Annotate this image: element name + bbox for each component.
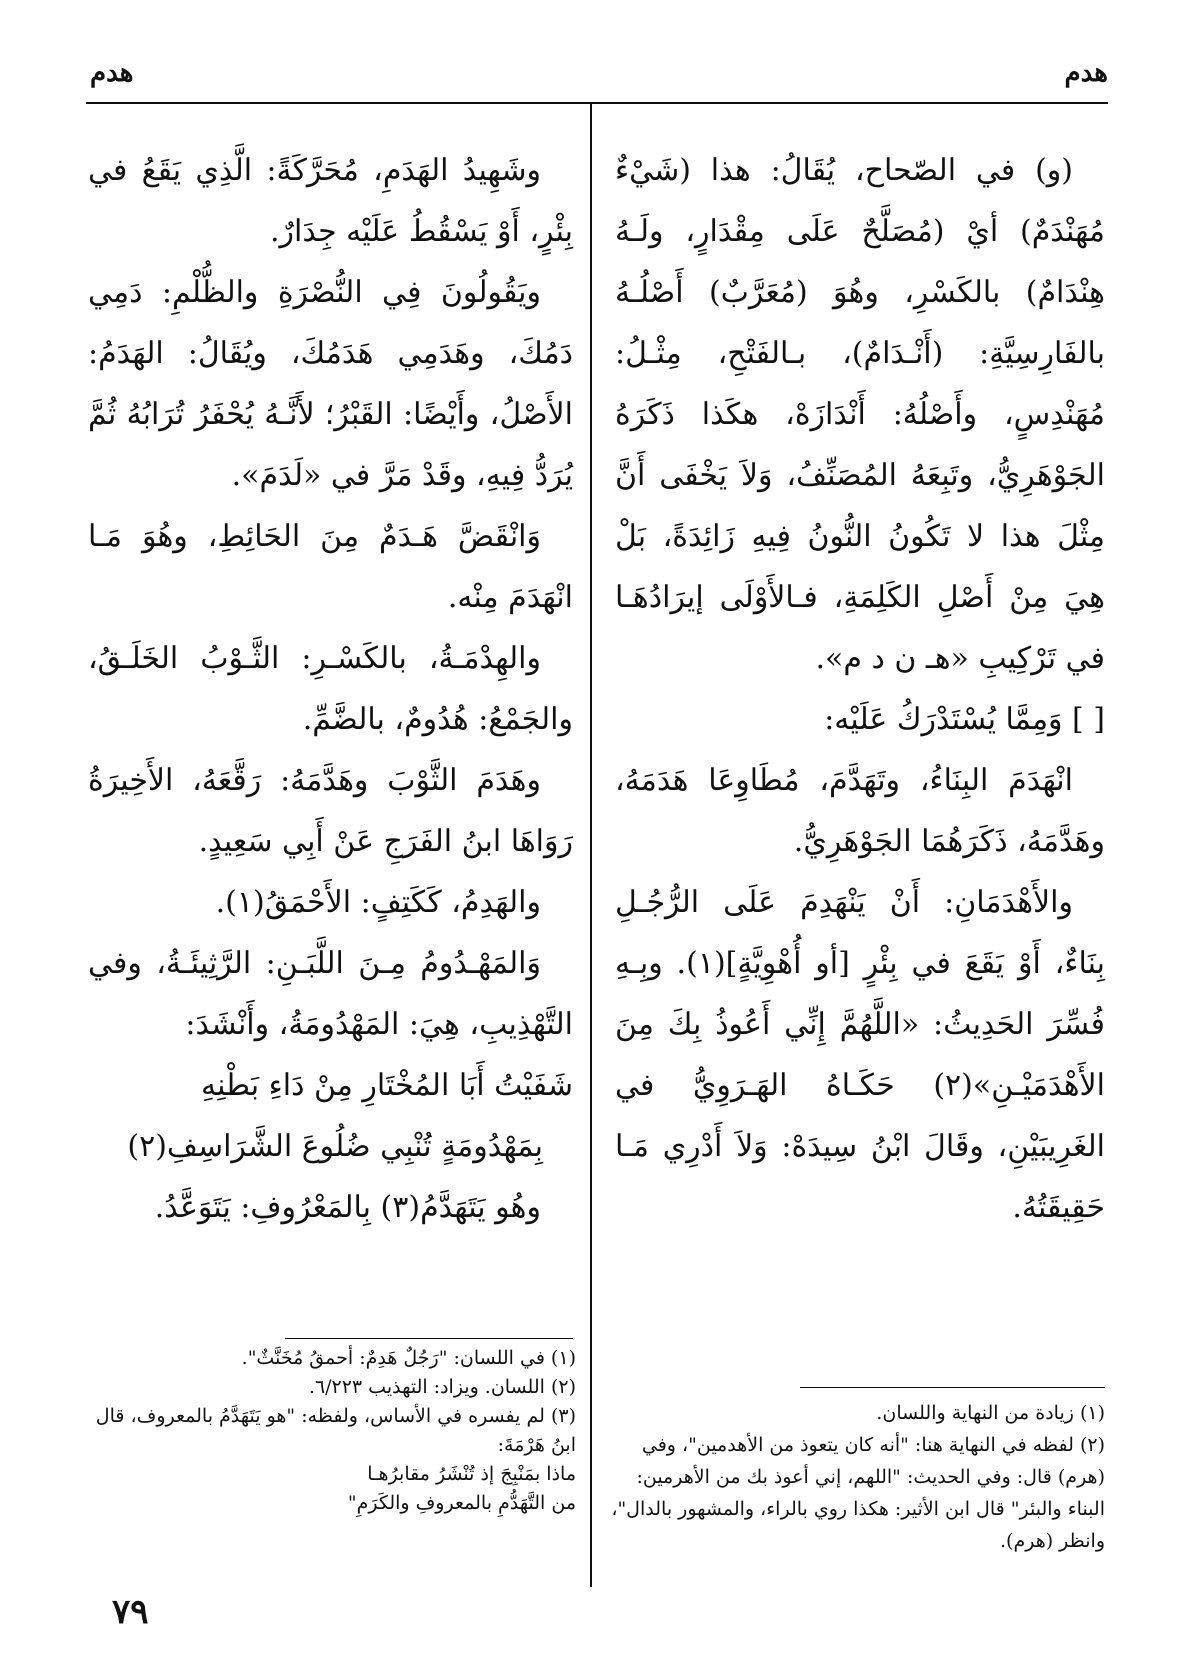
footnote: (١) زيادة من النهاية واللسان. xyxy=(876,1402,1105,1424)
left-paragraph: والهِدْمَـةُ، بالكَسْـرِ: الثَّـوْبُ الخَلَـقُ، والجَمْعُ: هُدُومٌ، بالضَّمِّ. xyxy=(88,641,573,737)
left-footnotes xyxy=(88,1344,576,1518)
right-footnote-rule xyxy=(800,1387,1105,1388)
left-paragraph: وشَهِيدُ الهَدَمِ، مُحَرَّكَةً: الَّذِي يَقَعُ في بِئْرٍ، أَوْ يَسْقُطُ عَلَيْه جِدَارٌ. xyxy=(88,153,573,249)
column-divider xyxy=(590,102,592,1587)
footnote: (٢) اللسان. ويزاد: التهذيب ٦/٢٢٣. xyxy=(308,1376,576,1398)
footnote: (١) في اللسان: "رَجُلٌ هَدِمٌ: أحمقُ مُخَنَّثٌ". xyxy=(241,1347,576,1369)
right-paragraph: انْهَدَمَ البِنَاءُ، وتَهَدَّمَ، مُطَاوِعَا هَدَمَهُ، وهَدَّمَهُ، ذَكَرَهُمَا الجَوْهَرِيُّ. xyxy=(615,763,1105,859)
right-paragraph: [ ] وَمِمَّا يُسْتَدْرَكُ عَلَيْه: xyxy=(824,702,1105,737)
left-paragraph: وهَدَمَ الثَّوْبَ وهَدَّمَهُ: رَقَّعَهُ، الأَخِيرَةُ رَوَاهَا ابنُ الفَرَجِ عَنْ أَبِي سَعِيدٍ. xyxy=(88,763,573,859)
right-column xyxy=(615,140,1105,1238)
header-right-title: هدم xyxy=(1064,58,1108,88)
left-paragraph: ويَقُولُونَ فِي النُّصْرَةِ والظُّلْمِ: دَمِي دَمُكَ، وهَدَمِي هَدَمُكَ، ويُقَالُ: الهَدَمُ: الأَصْلُ، وأَيْضًا: القَبْرُ؛ لأَنَّـهُ يُحْفَرُ تُرَابُهُ ثُمَّ يُرَدُّ فِيهِ، وقَدْ مَرَّ في «لَدَمَ». xyxy=(88,275,573,493)
footnote: (٣) لم يفسره في الأساس، ولفظه: "هو يَتَهَدَّمُ بالمعروف، قال ابنُ هَرْمَةَ: xyxy=(95,1405,576,1456)
page-number: ٧٩ xyxy=(112,1592,149,1632)
right-footnotes xyxy=(600,1397,1105,1557)
left-footnote-rule xyxy=(285,1338,573,1339)
header-left-title: هدم xyxy=(90,58,134,88)
footnote: (٢) لفظه في النهاية هنا: "أنه كان يتعوذ من الأهدمين"، وفي (هرم) قال: وفي الحديث: "اللهم، إني أعوذ بك من الأهرمين: البناء والبئر" قال ابن الأثير: هكذا روي بالراء، والمشهور بالدال"، وانظر (هرم). xyxy=(611,1434,1105,1552)
poem-verse-first: شَفَيْتُ أَبَا المُخْتَارِ مِنْ دَاءِ بَطْنِهِ xyxy=(201,1068,573,1103)
footnote-verse: ماذا بمَنْبِجَ إذ تُنْشَرُ مقابرُهـا xyxy=(367,1463,576,1485)
right-paragraph: والأَهْدَمَانِ: أَنْ يَنْهَدِمَ عَلَى الرُّجُـلِ بِنَاءٌ، أَوْ يَقَعَ في بِئْرٍ [أو أُهْوِيَّةٍ](١). وبِـهِ فُسِّرَ الحَدِيثُ: «اللَّهُمَّ إِنِّي أَعُوذُ بِكَ مِنَ الأَهْدَمَيْـنِ»(٢) حَكَـاهُ الهَـرَوِيُّ في الغَرِيبَيْنِ، وقَالَ ابْنُ سِيدَهْ: وَلاَ أَدْرِي مَـا حَقِيقَتُهُ. xyxy=(615,885,1105,1225)
header-rule xyxy=(86,102,1108,104)
left-paragraph: وهُو يَتَهَدَّمُ(٣) بِالمَعْرُوفِ: يَتَوَعَّدُ. xyxy=(154,1190,541,1225)
left-column xyxy=(88,140,573,1238)
poem-verse-second: بِمَهْدُومَةٍ تُنْبِي ضُلُوعَ الشَّرَاسِفِ(٢) xyxy=(127,1129,543,1164)
footnote-verse: من التَّهَدُّمِ بالمعروفِ والكَرَمِ" xyxy=(347,1492,576,1514)
left-paragraph: وَالمَهْـدُومُ مِـنَ اللَّبَـنِ: الرَّثِيئَـةُ، وفي التَّهْذِيبِ، هِيَ: المَهْدُومَةُ، وأَنْشَدَ: xyxy=(88,946,573,1042)
left-paragraph: وَانْقَضَّ هَـدَمٌ مِنَ الحَائِطِ، وهُوَ مَـا انْهَدَمَ مِنْه. xyxy=(88,519,573,615)
left-paragraph: والهَدِمُ، كَكَتِفٍ: الأَحْمَقُ(١). xyxy=(215,885,541,920)
right-paragraph: (و) في الصّحاح، يُقَالُ: هذا (شَيْءٌ مُهَنْدَمٌ) أيْ (مُصَلَّحٌ عَلَى مِقْدَارٍ، ولَـهُ هِنْدَامٌ) بالكَسْرِ، وهُوَ (مُعَرَّبٌ) أَصْلُـهُ بالفَارِسِيَّةِ: (أَنْـدَامٌ)، بـالفَتْحِ، مِثْـلُ: مُهَنْدِسٍ، وأَصْلُهُ: أَنْدَازَهْ، هكَذا ذَكَرَهُ الجَوْهَرِيُّ، وتَبِعَهُ المُصَنِّفُ، وَلاَ يَخْفَى أَنَّ مِثْلَ هذا لا تَكُونُ النُّونُ فِيهِ زَائِدَةً، بَلْ هِيَ مِنْ أَصْلِ الكَلِمَةِ، فـالأَوْلَى إيرَادُهَـا في تَرْكِيبِ «هـ ن د م». xyxy=(615,153,1105,676)
